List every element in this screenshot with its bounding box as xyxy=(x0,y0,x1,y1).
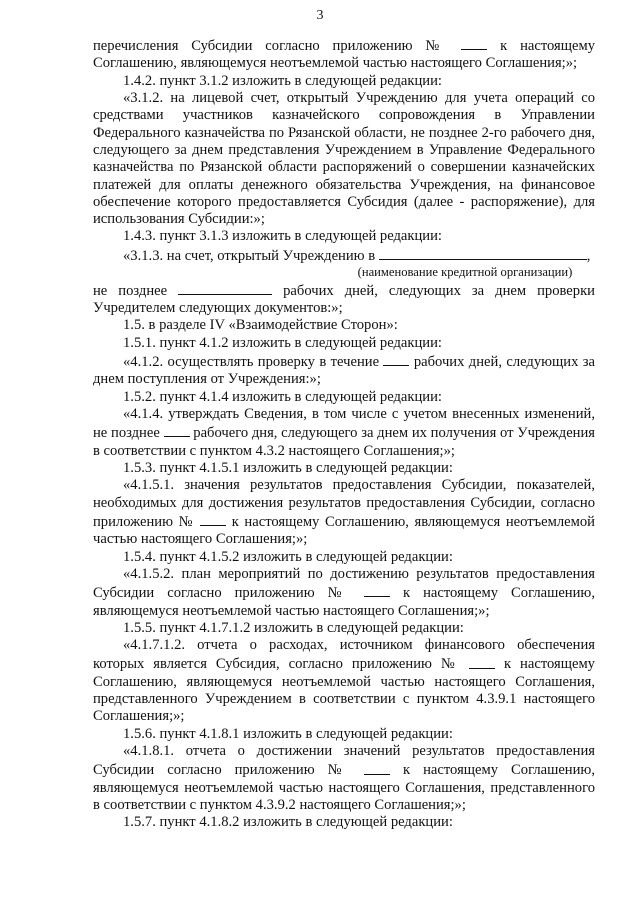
blank-field xyxy=(164,423,190,437)
blank-field xyxy=(200,512,226,526)
blank-field xyxy=(178,281,272,295)
field-caption: (наименование кредитной организации) xyxy=(357,265,573,280)
blank-field xyxy=(469,654,495,668)
paragraph: «4.1.5.1. значения результатов предоставления Субсидии, показателей, необходимых для достижения результатов предоставления Субсидии, согласно приложению № к настоящему Соглашению, являющемуся неотъемлемой частью настоящего Соглашения;»; xyxy=(93,477,595,548)
paragraph: «3.1.2. на лицевой счет, открытый Учреждению для учета операций со средствами участников казначейского сопровождения в Управлении Федерального казначейства по Рязанской области, не позднее 2-го рабочего дня, следующего за днем представления Учреждением в Управление Федерального казначейства по Рязанской области распоряжений о совершении казначейских платежей для оплаты денежного обязательства Учреждения, на финансовое обеспечение которого предоставляется Субсидия (далее - распоряжение), для использования Субсидии:»; xyxy=(93,90,595,228)
paragraph: 1.5.6. пункт 4.1.8.1 изложить в следующей редакции: xyxy=(123,725,453,742)
paragraph: «4.1.2. осуществлять проверку в течение рабочих дней, следующих за днем поступления от Учреждения:»; xyxy=(93,352,595,389)
paragraph: 1.4.3. пункт 3.1.3 изложить в следующей редакции: xyxy=(123,228,442,245)
paragraph: 1.5.1. пункт 4.1.2 изложить в следующей редакции: xyxy=(123,334,442,351)
paragraph: 1.5. в разделе IV «Взаимодействие Сторон»: xyxy=(123,317,398,334)
document-body xyxy=(93,36,595,832)
paragraph: «4.1.5.2. план мероприятий по достижению результатов предоставления Субсидии согласно приложению № к настоящему Соглашению, являющемуся неотъемлемой частью настоящего Соглашения;»; xyxy=(93,565,595,619)
page-number: 3 xyxy=(316,8,324,23)
paragraph: 1.5.5. пункт 4.1.7.1.2 изложить в следующей редакции: xyxy=(123,619,464,636)
blank-field xyxy=(379,246,587,260)
paragraph: 1.5.7. пункт 4.1.8.2 изложить в следующей редакции: xyxy=(123,814,453,831)
blank-field xyxy=(364,583,390,597)
paragraph: не позднее рабочих дней, следующих за днем проверки Учредителем следующих документов:»; xyxy=(93,281,595,318)
paragraph: 1.5.2. пункт 4.1.4 изложить в следующей редакции: xyxy=(123,388,442,405)
paragraph: перечисления Субсидии согласно приложению № к настоящему Соглашению, являющемуся неотъемлемой частью настоящего Соглашения;»; xyxy=(93,36,595,73)
blank-field xyxy=(364,760,390,774)
paragraph: 1.4.2. пункт 3.1.2 изложить в следующей редакции: xyxy=(123,72,442,89)
blank-field xyxy=(461,36,487,50)
paragraph: «4.1.8.1. отчета о достижении значений результатов предоставления Субсидии согласно приложению № к настоящему Соглашению, являющемуся неотъемлемой частью настоящего Соглашения, представленного в соответствии с пунктом 4.3.9.2 настоящего Соглашения;»; xyxy=(93,743,595,814)
paragraph: 1.5.3. пункт 4.1.5.1 изложить в следующей редакции: xyxy=(123,459,453,476)
paragraph: «3.1.3. на счет, открытый Учреждению в , xyxy=(93,246,595,265)
paragraph: «4.1.4. утверждать Сведения, в том числе с учетом внесенных изменений, не позднее рабочего дня, следующего за днем их получения от Учреждения в соответствии с пунктом 4.3.2 настоящего Соглашения;»; xyxy=(93,405,596,459)
blank-field xyxy=(383,352,409,366)
paragraph: 1.5.4. пункт 4.1.5.2 изложить в следующей редакции: xyxy=(123,548,453,565)
paragraph: «4.1.7.1.2. отчета о расходах, источником финансового обеспечения которых является Субсидия, согласно приложению № к настоящему Соглашению, являющемуся неотъемлемой частью настоящего Соглашения, представленного Учреждением в соответствии с пунктом 4.3.9.1 настоящего Соглашения;»; xyxy=(93,637,595,725)
